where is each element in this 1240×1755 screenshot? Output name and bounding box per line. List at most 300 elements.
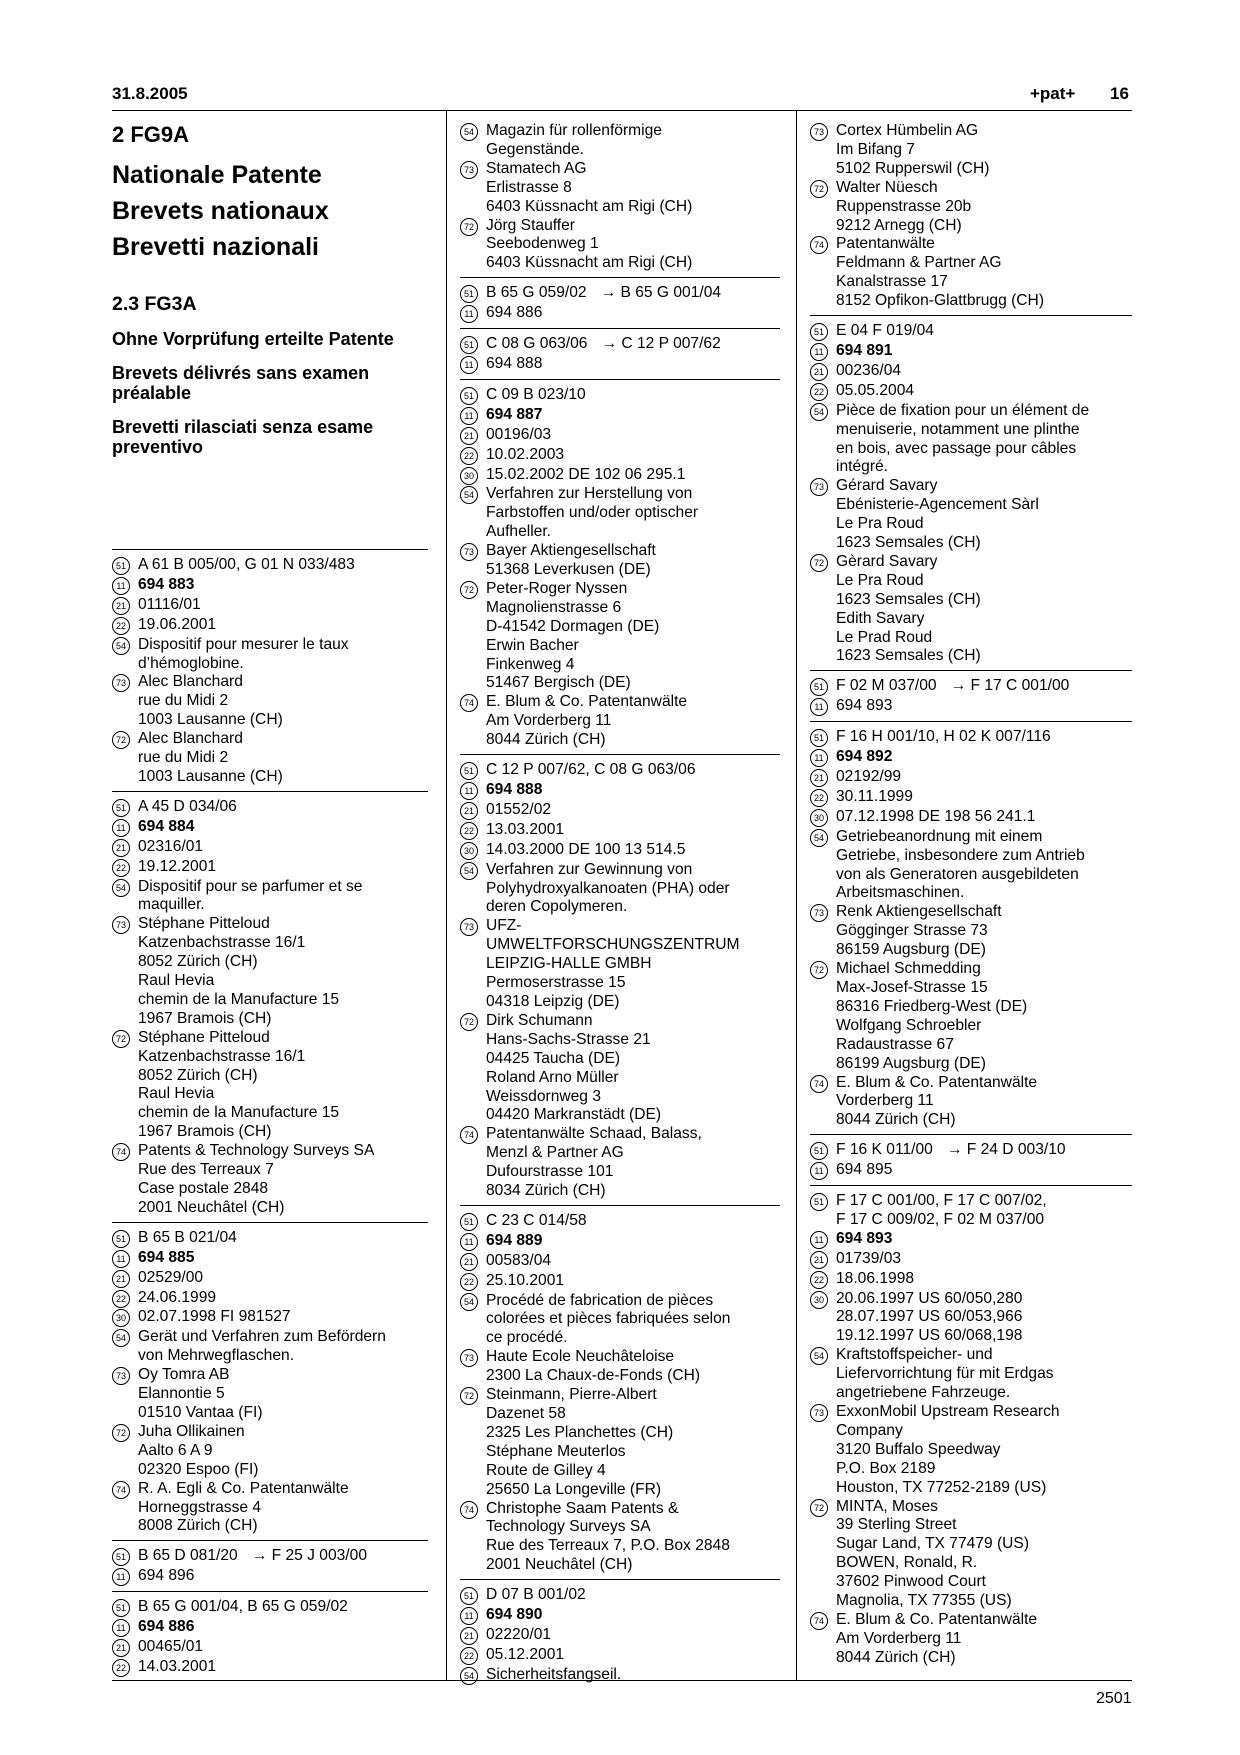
inid-code-number: 73 [460,1349,478,1367]
inid-code-number: 30 [810,1291,828,1309]
field-value [486,761,780,781]
patent-entry [460,122,780,278]
inid-code-number: 51 [112,799,130,817]
entry-field [810,342,1132,362]
inid-code-number: 21 [112,597,130,615]
inid-code [112,1638,138,1658]
inid-code [112,1308,138,1328]
patent-entry [810,722,1132,1135]
field-text: 694 884 [138,817,195,835]
field-text: Dispositif pour mesurer le taux d’hémoglobine. [138,635,349,672]
field-value [836,677,1132,697]
field-text: Oy Tomra AB Elannontie 5 01510 Vantaa (FI) [138,1366,263,1421]
entry-field [460,580,780,693]
field-text: 10.02.2003 [486,445,565,463]
entry-field [810,122,1132,179]
inid-code [460,1626,486,1646]
entry-field [112,1029,428,1142]
field-text: 05.12.2001 [486,1645,565,1663]
inid-code-number: 21 [112,1270,130,1288]
field-value [138,1328,428,1366]
inid-code [810,728,836,748]
inid-code [112,673,138,730]
field-value [138,1638,428,1658]
field-value [138,1366,428,1423]
field-text: 15.02.2002 DE 102 06 295.1 [486,465,686,483]
inid-code [460,1666,486,1686]
field-value [486,1586,780,1606]
inid-code [460,1348,486,1386]
entry-field [112,1547,428,1567]
inid-code-number: 72 [810,180,828,198]
field-text: 19.12.2001 [138,857,217,875]
inid-code [112,1142,138,1218]
inid-code [810,553,836,666]
patent-entry [460,755,780,1206]
title-fr: Brevets nationaux [112,197,329,225]
entry-field [112,1423,428,1480]
field-value [138,636,428,674]
inid-code [112,858,138,878]
inid-code [810,903,836,960]
entry-field [460,122,780,160]
field-value [486,466,780,486]
field-value [138,1658,428,1678]
entry-field [460,781,780,801]
field-text: Patentanwälte Schaad, Balass, Menzl & Partner AG Dufourstrasse 101 8034 Zürich (CH) [486,1125,702,1200]
field-value [486,917,780,1012]
field-text: E. Blum & Co. Patentanwälte Vorderberg 11 8044 Zürich (CH) [836,1073,1038,1129]
field-value [836,728,1132,748]
field-text: Patentanwälte Feldmann & Partner AG Kanalstrasse 17 8152 Opfikon-Glattbrugg (CH) [836,235,1045,310]
inid-code [810,768,836,788]
entry-field [460,841,780,861]
inid-code-number: 54 [112,637,130,655]
inid-code-number: 11 [460,1607,478,1625]
field-text: 20.06.1997 US 60/050,280 28.07.1997 US 60/053,966 19.12.1997 US 60/068,198 [836,1289,1023,1345]
patent-entry [810,671,1132,722]
inid-code [810,362,836,382]
inid-code [112,1366,138,1423]
inid-code-number: 22 [460,447,478,465]
column-3 [810,122,1132,1672]
entry-field [810,382,1132,402]
entry-field [460,446,780,466]
inid-code-number: 21 [460,427,478,445]
entry-field [460,406,780,426]
field-text: 694 893 [836,697,893,715]
field-value [486,1626,780,1646]
patent-entry [460,1580,780,1690]
field-value [138,1423,428,1480]
entry-field [460,1500,780,1576]
inid-code-number: 54 [810,403,828,421]
field-value [836,1141,1132,1161]
field-value [836,1498,1132,1611]
inid-code-number: 22 [112,859,130,877]
field-value [486,1292,780,1349]
field-text: Walter Nüesch Ruppenstrasse 20b 9212 Arnegg (CH) [836,178,972,234]
entry-field [112,1269,428,1289]
inid-code [460,1646,486,1666]
inid-code-number: 22 [810,789,828,807]
inid-code [810,179,836,236]
field-value [486,304,780,324]
inid-code [460,693,486,750]
field-text: 00583/04 [486,1251,552,1269]
inid-code [810,477,836,553]
inid-code [112,1480,138,1537]
field-text: F 02 M 037/00 [836,677,937,695]
column-1 [112,122,428,1682]
field-value [138,798,428,818]
field-value [486,693,780,750]
field-value [836,179,1132,236]
inid-code [460,335,486,355]
entry-field [112,1366,428,1423]
inid-code [810,1403,836,1498]
inid-code [112,1269,138,1289]
field-text: Juha Ollikainen Aalto 6 A 9 02320 Espoo (FI) [138,1422,259,1478]
field-text: 01739/03 [836,1249,902,1267]
field-text: Bayer Aktiengesellschaft 51368 Leverkusen (DE) [486,542,656,579]
entry-field [460,1606,780,1626]
inid-code-number: 21 [460,1253,478,1271]
entry-field [460,217,780,274]
field-text: 19.06.2001 [138,615,217,633]
inid-code-number: 72 [112,1424,130,1442]
inid-code [460,1012,486,1125]
inid-code [810,322,836,342]
entry-field [460,542,780,580]
inid-code [460,1386,486,1499]
field-value [486,1386,780,1499]
field-text: B 65 B 021/04 [138,1228,237,1246]
inid-code [112,1547,138,1567]
inid-code [460,801,486,821]
inid-code-number: 22 [112,1659,130,1677]
inid-code-number: 72 [810,1499,828,1517]
entry-field [810,768,1132,788]
inid-code-number: 72 [460,1387,478,1405]
field-value [486,821,780,841]
field-text: 13.03.2001 [486,820,565,838]
field-value [836,748,1132,768]
entry-field [460,801,780,821]
inid-code [810,342,836,362]
inid-code-number: 54 [460,862,478,880]
field-text: 00465/01 [138,1637,204,1655]
patent-entry [112,792,428,1223]
field-value [486,485,780,542]
field-text: Haute Ecole Neuchâteloise 2300 La Chaux-de-Fonds (CH) [486,1348,701,1385]
field-text: F 16 K 011/00 [836,1141,933,1159]
field-text: 14.03.2001 [138,1657,217,1675]
field-value [486,122,780,160]
inid-code [112,878,138,916]
field-text: 694 890 [486,1606,543,1624]
field-text: 694 896 [138,1567,195,1585]
inid-code [460,761,486,781]
inid-code-number: 72 [810,961,828,979]
field-value [486,1252,780,1272]
entry-field [810,1074,1132,1131]
inid-code-number: 21 [112,1639,130,1657]
field-value [138,915,428,1028]
field-text: Christophe Saam Patents & Technology Surveys SA Rue des Terreaux 7, P.O. Box 2848 2001 Neuchâtel (CH) [486,1499,730,1574]
field-text: Gerät und Verfahren zum Befördern von Mehrwegflaschen. [138,1328,386,1365]
subtitle-de: Ohne Vorprüfung erteilte Patente [112,329,394,349]
entry-field [460,1348,780,1386]
field-value [486,861,780,918]
entry-field [112,1142,428,1218]
patent-entries [810,122,1132,1672]
entry-field [810,960,1132,1073]
inid-code [460,406,486,426]
field-value [138,1308,428,1328]
field-value [486,580,780,693]
entry-field [810,1290,1132,1347]
field-text: F 17 C 001/00, F 17 C 007/02, F 17 C 009/02, F 02 M 037/00 [836,1192,1047,1228]
field-text: 00236/04 [836,361,902,379]
field-value [138,1249,428,1269]
inid-code-number: 51 [810,323,828,341]
inid-code-number: 54 [112,879,130,897]
inid-code-number: 11 [460,305,478,323]
inid-code-number: 73 [460,161,478,179]
inid-code-number: 51 [460,1587,478,1605]
inid-code [112,1618,138,1638]
inid-code [460,160,486,217]
inid-code-number: 11 [460,1233,478,1251]
inid-code-number: 73 [810,123,828,141]
field-text: ExxonMobil Upstream Research Company 3120 Buffalo Speedway P.O. Box 2189 Houston, TX 77252-2189 (US) [836,1403,1060,1496]
inid-code-number: 74 [460,694,478,712]
inid-code-number: 74 [460,1126,478,1144]
inid-code-number: 21 [112,839,130,857]
field-value [486,1272,780,1292]
entry-field [112,1308,428,1328]
field-text: 05.05.2004 [836,381,915,399]
patent-entry [810,122,1132,316]
inid-code-number: 22 [460,822,478,840]
field-text: 02529/00 [138,1268,204,1286]
patent-entry [112,1592,428,1682]
entry-field [112,616,428,636]
inid-code [460,355,486,375]
inid-code-number: 54 [112,1329,130,1347]
inid-code [460,304,486,324]
entry-field [810,235,1132,311]
field-text: 07.12.1998 DE 198 56 241.1 [836,807,1036,825]
inid-code-number: 73 [460,918,478,936]
field-value [486,801,780,821]
entry-field [460,917,780,1012]
entry-field [112,1328,428,1366]
field-text: Gèrard Savary Le Pra Roud 1623 Semsales (CH) Edith Savary Le Prad Roud 1623 Semsales (CH) [836,552,981,665]
inid-code-number: 51 [112,1548,130,1566]
inid-code [460,1232,486,1252]
field-text: 01552/02 [486,800,552,818]
field-value [138,576,428,596]
section-title: 2 FG9A [112,122,190,147]
entry-field [460,386,780,406]
inid-code [112,556,138,576]
field-text: 14.03.2000 DE 100 13 514.5 [486,840,686,858]
inid-code [460,1125,486,1201]
inid-code [112,576,138,596]
inid-code [112,1658,138,1678]
field-value [486,781,780,801]
field-value [486,160,780,217]
field-value [836,553,1132,666]
inid-code [112,1598,138,1618]
field-value [486,1212,780,1232]
field-value [486,1348,780,1386]
field-text: Stéphane Pitteloud Katzenbachstrasse 16/1 8052 Zürich (CH) Raul Hevia chemin de la Manufacture 15 1967 Bramois (CH) [138,1028,340,1141]
field-text: 694 887 [486,405,543,423]
entry-field [460,1626,780,1646]
inid-code [810,828,836,904]
entry-field [112,878,428,916]
field-text: F 16 H 001/10, H 02 K 007/116 [836,728,1051,746]
entry-field [460,1212,780,1232]
field-value [486,1666,780,1686]
field-text: 694 885 [138,1248,195,1266]
inid-code [460,1292,486,1349]
header-page-number: 16 [1110,84,1129,103]
field-value [138,730,428,787]
inid-code-number: 11 [810,1162,828,1180]
inid-code-number: 73 [810,478,828,496]
cross-reference: → F 25 J 003/00 [251,1547,367,1565]
field-value [836,342,1132,362]
field-text: Dispositif pour se parfumer et se maquiller. [138,877,363,914]
field-text: 694 883 [138,575,195,593]
inid-code-number: 74 [810,1612,828,1630]
field-text: 694 892 [836,748,893,766]
field-value [836,235,1132,311]
field-value [836,768,1132,788]
field-value [486,284,780,304]
inid-code-number: 22 [112,617,130,635]
entry-field [810,1192,1132,1230]
inid-code [810,402,836,478]
inid-code-number: 51 [460,762,478,780]
field-value [486,355,780,375]
field-value [836,1611,1132,1668]
field-text: Dirk Schumann Hans-Sachs-Strasse 21 04425 Taucha (DE) Roland Arno Müller Weissdornweg 3 04420 Markranstädt (DE) [486,1011,662,1124]
inid-code-number: 30 [460,467,478,485]
inid-code-number: 73 [810,904,828,922]
entry-field [460,1272,780,1292]
patent-entry [112,1541,428,1592]
inid-code-number: 21 [810,363,828,381]
field-text: 01116/01 [138,595,201,613]
field-text: 02.07.1998 FI 981527 [138,1308,291,1326]
inid-code-number: 73 [112,674,130,692]
inid-code [460,284,486,304]
inid-code-number: 54 [460,1667,478,1685]
title-de: Nationale Patente [112,161,322,189]
field-value [486,1125,780,1201]
inid-code-number: 72 [112,1030,130,1048]
field-value [836,322,1132,342]
inid-code-number: 22 [460,1273,478,1291]
entry-field [112,838,428,858]
inid-code [810,235,836,311]
field-value [486,542,780,580]
field-value [138,673,428,730]
inid-code [112,798,138,818]
inid-code [810,1290,836,1347]
field-value [138,1598,428,1618]
inid-code-number: 51 [460,1213,478,1231]
inid-code-number: 11 [810,749,828,767]
field-text: Alec Blanchard rue du Midi 2 1003 Lausanne (CH) [138,730,283,785]
entry-field [810,322,1132,342]
inid-code [810,1346,836,1403]
inid-code [112,915,138,1028]
entry-field [460,355,780,375]
field-text: E 04 F 019/04 [836,322,934,340]
field-value [836,1403,1132,1498]
column-2 [460,122,780,1690]
inid-code-number: 11 [112,819,130,837]
patent-entry [810,1186,1132,1672]
field-value [138,838,428,858]
entry-field [810,697,1132,717]
field-value [486,217,780,274]
field-value [138,1289,428,1309]
inid-code-number: 30 [460,842,478,860]
inid-code [460,1252,486,1272]
field-value [486,386,780,406]
cross-reference: → F 24 D 003/10 [946,1141,1066,1159]
inid-code-number: 11 [112,577,130,595]
entry-field [112,1249,428,1269]
inid-code-number: 74 [810,1075,828,1093]
field-text: Sicherheitsfangseil. [486,1665,622,1683]
inid-code [460,821,486,841]
field-value [836,122,1132,179]
inid-code-number: 74 [112,1481,130,1499]
field-value [138,1567,428,1587]
field-value [138,596,428,616]
field-text: 694 888 [486,354,543,372]
heading-block [112,122,428,550]
patent-entry [112,550,428,792]
field-value [486,406,780,426]
patent-entry [112,1223,428,1542]
inid-code-number: 11 [112,1568,130,1586]
inid-code [810,1270,836,1290]
inid-code-number: 54 [460,123,478,141]
inid-code [460,386,486,406]
entry-field [460,304,780,324]
field-text: Kraftstoffspeicher- und Liefervorrichtung für mit Erdgas angetriebene Fahrzeuge. [836,1346,1054,1402]
inid-code-number: 51 [112,557,130,575]
field-value [138,818,428,838]
field-text: UFZ- UMWELTFORSCHUNGSZENTRUM LEIPZIG-HALLE GMBH Permoserstrasse 15 04318 Leipzig (DE) [486,917,740,1010]
entry-field [460,1586,780,1606]
field-text: 24.06.1999 [138,1288,217,1306]
field-text: 02316/01 [138,837,204,855]
entry-field [810,1611,1132,1668]
title-it: Brevetti nazionali [112,233,319,261]
inid-code [810,1498,836,1611]
inid-code [112,730,138,787]
